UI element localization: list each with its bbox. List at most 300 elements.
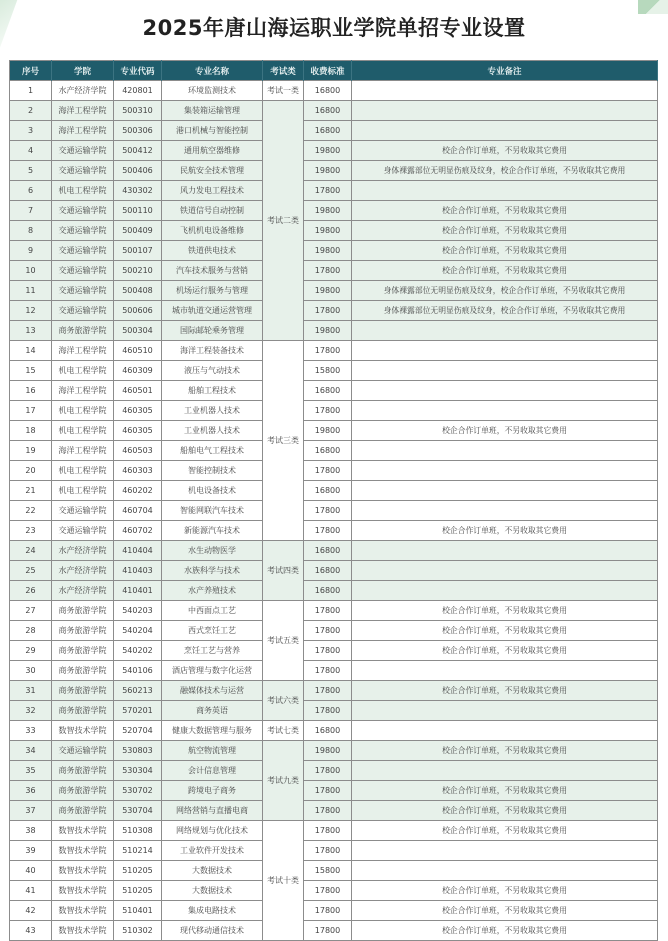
cell-remark: 校企合作订单班，不另收取其它费用 (352, 241, 658, 261)
cell-major-name: 网络营销与直播电商 (162, 801, 263, 821)
cell-code: 510302 (114, 921, 162, 941)
cell-college: 数智技术学院 (52, 841, 114, 861)
cell-code: 560213 (114, 681, 162, 701)
cell-major-name: 汽车技术服务与营销 (162, 261, 263, 281)
cell-major-name: 水产养殖技术 (162, 581, 263, 601)
cell-college: 水产经济学院 (52, 581, 114, 601)
cell-no: 11 (10, 281, 52, 301)
table-row (10, 921, 658, 941)
cell-major-name: 融媒体技术与运营 (162, 681, 263, 701)
table-row (10, 161, 658, 181)
cell-no: 8 (10, 221, 52, 241)
cell-major-name: 工业软件开发技术 (162, 841, 263, 861)
cell-major-name: 液压与气动技术 (162, 361, 263, 381)
cell-major-name: 工业机器人技术 (162, 421, 263, 441)
cell-no: 1 (10, 81, 52, 101)
cell-college: 交通运输学院 (52, 501, 114, 521)
cell-college: 机电工程学院 (52, 421, 114, 441)
cell-college: 交通运输学院 (52, 281, 114, 301)
cell-fee: 16800 (304, 101, 352, 121)
cell-major-name: 机电设备技术 (162, 481, 263, 501)
table-row (10, 121, 658, 141)
table-row (10, 741, 658, 761)
cell-no: 29 (10, 641, 52, 661)
cell-no: 30 (10, 661, 52, 681)
cell-code: 500306 (114, 121, 162, 141)
cell-no: 39 (10, 841, 52, 861)
cell-code: 460501 (114, 381, 162, 401)
table-row (10, 641, 658, 661)
cell-college: 商务旅游学院 (52, 681, 114, 701)
table-row (10, 621, 658, 641)
cell-no: 4 (10, 141, 52, 161)
cell-no: 24 (10, 541, 52, 561)
cell-code: 540204 (114, 621, 162, 641)
cell-remark (352, 341, 658, 361)
cell-fee: 16800 (304, 481, 352, 501)
cell-major-name: 水族科学与技术 (162, 561, 263, 581)
cell-college: 海洋工程学院 (52, 121, 114, 141)
cell-major-name: 会计信息管理 (162, 761, 263, 781)
cell-code: 500110 (114, 201, 162, 221)
cell-remark: 校企合作订单班，不另收取其它费用 (352, 641, 658, 661)
cell-fee: 16800 (304, 381, 352, 401)
cell-remark: 校企合作订单班，不另收取其它费用 (352, 821, 658, 841)
cell-no: 20 (10, 461, 52, 481)
cell-fee: 17800 (304, 761, 352, 781)
table-row (10, 221, 658, 241)
cell-major-name: 烹饪工艺与营养 (162, 641, 263, 661)
cell-no: 38 (10, 821, 52, 841)
cell-major-name: 智能控制技术 (162, 461, 263, 481)
cell-college: 交通运输学院 (52, 521, 114, 541)
cell-no: 25 (10, 561, 52, 581)
cell-exam-category: 考试五类 (263, 601, 304, 681)
cell-code: 530803 (114, 741, 162, 761)
cell-no: 40 (10, 861, 52, 881)
table-row (10, 801, 658, 821)
cell-major-name: 新能源汽车技术 (162, 521, 263, 541)
cell-code: 510205 (114, 881, 162, 901)
cell-major-name: 飞机机电设备维修 (162, 221, 263, 241)
cell-fee: 19800 (304, 321, 352, 341)
cell-code: 460510 (114, 341, 162, 361)
cell-college: 机电工程学院 (52, 461, 114, 481)
table-row (10, 301, 658, 321)
cell-major-name: 现代移动通信技术 (162, 921, 263, 941)
table-header-row (10, 61, 658, 81)
table-row (10, 501, 658, 521)
cell-fee: 17800 (304, 841, 352, 861)
table-row (10, 721, 658, 741)
cell-college: 海洋工程学院 (52, 441, 114, 461)
cell-fee: 17800 (304, 821, 352, 841)
cell-major-name: 环境监测技术 (162, 81, 263, 101)
cell-code: 540203 (114, 601, 162, 621)
cell-major-name: 水生动物医学 (162, 541, 263, 561)
cell-code: 530704 (114, 801, 162, 821)
table-row (10, 101, 658, 121)
cell-no: 31 (10, 681, 52, 701)
cell-exam-category: 考试一类 (263, 81, 304, 101)
cell-remark (352, 321, 658, 341)
table-row (10, 341, 658, 361)
cell-no: 23 (10, 521, 52, 541)
cell-college: 数智技术学院 (52, 881, 114, 901)
cell-college: 交通运输学院 (52, 301, 114, 321)
table-row (10, 541, 658, 561)
cell-no: 22 (10, 501, 52, 521)
cell-fee: 19800 (304, 161, 352, 181)
table-row (10, 521, 658, 541)
cell-remark: 校企合作订单班，不另收取其它费用 (352, 521, 658, 541)
cell-major-name: 大数据技术 (162, 881, 263, 901)
cell-code: 500304 (114, 321, 162, 341)
cell-fee: 19800 (304, 741, 352, 761)
cell-major-name: 集装箱运输管理 (162, 101, 263, 121)
cell-major-name: 海洋工程装备技术 (162, 341, 263, 361)
table-row (10, 141, 658, 161)
header-fee: 收费标准 (304, 61, 352, 81)
cell-exam-category: 考试六类 (263, 681, 304, 721)
cell-code: 510401 (114, 901, 162, 921)
cell-no: 41 (10, 881, 52, 901)
cell-major-name: 国际邮轮乘务管理 (162, 321, 263, 341)
cell-remark: 校企合作订单班，不另收取其它费用 (352, 741, 658, 761)
cell-no: 34 (10, 741, 52, 761)
cell-fee: 17800 (304, 921, 352, 941)
cell-fee: 17800 (304, 781, 352, 801)
cell-fee: 17800 (304, 661, 352, 681)
cell-major-name: 城市轨道交通运营管理 (162, 301, 263, 321)
cell-major-name: 工业机器人技术 (162, 401, 263, 421)
cell-remark (352, 541, 658, 561)
table-row (10, 241, 658, 261)
cell-remark (352, 761, 658, 781)
cell-major-name: 船舶工程技术 (162, 381, 263, 401)
cell-major-name: 航空物流管理 (162, 741, 263, 761)
cell-fee: 19800 (304, 201, 352, 221)
cell-exam-category: 考试四类 (263, 541, 304, 601)
cell-fee: 17800 (304, 401, 352, 421)
cell-fee: 19800 (304, 221, 352, 241)
cell-code: 510308 (114, 821, 162, 841)
cell-exam-category: 考试三类 (263, 341, 304, 541)
cell-no: 16 (10, 381, 52, 401)
cell-code: 500408 (114, 281, 162, 301)
cell-major-name: 大数据技术 (162, 861, 263, 881)
cell-fee: 17800 (304, 181, 352, 201)
table-row (10, 381, 658, 401)
cell-remark (352, 81, 658, 101)
cell-remark: 校企合作订单班，不另收取其它费用 (352, 261, 658, 281)
cell-remark (352, 361, 658, 381)
cell-college: 商务旅游学院 (52, 761, 114, 781)
cell-major-name: 通用航空器维修 (162, 141, 263, 161)
cell-remark (352, 441, 658, 461)
cell-fee: 19800 (304, 421, 352, 441)
cell-college: 数智技术学院 (52, 721, 114, 741)
cell-major-name: 民航安全技术管理 (162, 161, 263, 181)
cell-code: 420801 (114, 81, 162, 101)
cell-college: 交通运输学院 (52, 141, 114, 161)
cell-code: 570201 (114, 701, 162, 721)
cell-no: 37 (10, 801, 52, 821)
table-row (10, 261, 658, 281)
cell-college: 交通运输学院 (52, 161, 114, 181)
table-row (10, 701, 658, 721)
header-remark: 专业备注 (352, 61, 658, 81)
cell-major-name: 跨境电子商务 (162, 781, 263, 801)
cell-fee: 17800 (304, 881, 352, 901)
table-row (10, 361, 658, 381)
cell-no: 7 (10, 201, 52, 221)
cell-fee: 17800 (304, 461, 352, 481)
cell-code: 410403 (114, 561, 162, 581)
cell-fee: 17800 (304, 521, 352, 541)
cell-remark (352, 381, 658, 401)
cell-fee: 17800 (304, 601, 352, 621)
cell-remark: 校企合作订单班，不另收取其它费用 (352, 921, 658, 941)
cell-no: 26 (10, 581, 52, 601)
cell-college: 数智技术学院 (52, 821, 114, 841)
cell-code: 520704 (114, 721, 162, 741)
cell-college: 商务旅游学院 (52, 621, 114, 641)
cell-major-name: 智能网联汽车技术 (162, 501, 263, 521)
cell-code: 510205 (114, 861, 162, 881)
cell-remark (352, 501, 658, 521)
cell-fee: 16800 (304, 81, 352, 101)
cell-remark: 校企合作订单班，不另收取其它费用 (352, 681, 658, 701)
cell-remark (352, 401, 658, 421)
cell-code: 460704 (114, 501, 162, 521)
table-row (10, 81, 658, 101)
cell-remark (352, 721, 658, 741)
cell-no: 17 (10, 401, 52, 421)
table-row (10, 281, 658, 301)
cell-fee: 15800 (304, 361, 352, 381)
majors-table (9, 60, 658, 941)
table-row (10, 201, 658, 221)
cell-college: 交通运输学院 (52, 221, 114, 241)
cell-college: 商务旅游学院 (52, 641, 114, 661)
cell-major-name: 健康大数据管理与服务 (162, 721, 263, 741)
cell-remark: 校企合作订单班，不另收取其它费用 (352, 621, 658, 641)
cell-code: 460503 (114, 441, 162, 461)
cell-no: 2 (10, 101, 52, 121)
table-row (10, 461, 658, 481)
cell-exam-category: 考试二类 (263, 101, 304, 341)
table-row (10, 441, 658, 461)
table-row (10, 661, 658, 681)
cell-no: 43 (10, 921, 52, 941)
cell-college: 海洋工程学院 (52, 101, 114, 121)
table-row (10, 581, 658, 601)
cell-remark: 校企合作订单班，不另收取其它费用 (352, 601, 658, 621)
header-exam-category: 考试类 (263, 61, 304, 81)
header-major-name: 专业名称 (162, 61, 263, 81)
cell-fee: 19800 (304, 141, 352, 161)
cell-college: 商务旅游学院 (52, 781, 114, 801)
table-row (10, 841, 658, 861)
cell-college: 商务旅游学院 (52, 661, 114, 681)
cell-code: 430302 (114, 181, 162, 201)
cell-no: 32 (10, 701, 52, 721)
cell-major-name: 西式烹饪工艺 (162, 621, 263, 641)
cell-remark: 校企合作订单班，不另收取其它费用 (352, 801, 658, 821)
header-no: 序号 (10, 61, 52, 81)
table-body (10, 81, 658, 941)
cell-no: 14 (10, 341, 52, 361)
cell-remark: 校企合作订单班，不另收取其它费用 (352, 421, 658, 441)
cell-college: 商务旅游学院 (52, 321, 114, 341)
cell-code: 530304 (114, 761, 162, 781)
cell-college: 机电工程学院 (52, 401, 114, 421)
cell-college: 机电工程学院 (52, 181, 114, 201)
header-code: 专业代码 (114, 61, 162, 81)
table-row (10, 181, 658, 201)
cell-code: 510214 (114, 841, 162, 861)
page-title: 2025年唐山海运职业学院单招专业设置 (142, 16, 526, 40)
table-row (10, 681, 658, 701)
cell-major-name: 机场运行服务与管理 (162, 281, 263, 301)
cell-remark: 身体裸露部位无明显伤痕及纹身，校企合作订单班，不另收取其它费用 (352, 301, 658, 321)
cell-fee: 17800 (304, 681, 352, 701)
cell-major-name: 船舶电气工程技术 (162, 441, 263, 461)
cell-code: 500310 (114, 101, 162, 121)
cell-no: 19 (10, 441, 52, 461)
cell-no: 12 (10, 301, 52, 321)
cell-remark: 校企合作订单班，不另收取其它费用 (352, 201, 658, 221)
cell-remark: 身体裸露部位无明显伤痕及纹身，校企合作订单班，不另收取其它费用 (352, 281, 658, 301)
cell-code: 460702 (114, 521, 162, 541)
cell-college: 交通运输学院 (52, 201, 114, 221)
cell-fee: 15800 (304, 861, 352, 881)
cell-college: 交通运输学院 (52, 741, 114, 761)
cell-no: 15 (10, 361, 52, 381)
cell-college: 机电工程学院 (52, 361, 114, 381)
cell-exam-category: 考试七类 (263, 721, 304, 741)
cell-fee: 19800 (304, 241, 352, 261)
table-row (10, 421, 658, 441)
cell-fee: 17800 (304, 901, 352, 921)
cell-no: 10 (10, 261, 52, 281)
cell-fee: 17800 (304, 701, 352, 721)
cell-major-name: 集成电路技术 (162, 901, 263, 921)
cell-code: 460309 (114, 361, 162, 381)
cell-no: 42 (10, 901, 52, 921)
table-row (10, 601, 658, 621)
cell-no: 27 (10, 601, 52, 621)
cell-college: 水产经济学院 (52, 81, 114, 101)
cell-code: 460305 (114, 421, 162, 441)
cell-college: 交通运输学院 (52, 241, 114, 261)
cell-no: 3 (10, 121, 52, 141)
table-row (10, 881, 658, 901)
cell-college: 交通运输学院 (52, 261, 114, 281)
cell-remark (352, 181, 658, 201)
cell-major-name: 商务英语 (162, 701, 263, 721)
cell-no: 33 (10, 721, 52, 741)
cell-code: 410404 (114, 541, 162, 561)
cell-no: 28 (10, 621, 52, 641)
cell-fee: 16800 (304, 121, 352, 141)
cell-code: 500210 (114, 261, 162, 281)
cell-college: 水产经济学院 (52, 541, 114, 561)
cell-fee: 17800 (304, 641, 352, 661)
cell-fee: 17800 (304, 801, 352, 821)
cell-code: 500406 (114, 161, 162, 181)
cell-major-name: 风力发电工程技术 (162, 181, 263, 201)
cell-fee: 16800 (304, 581, 352, 601)
cell-no: 21 (10, 481, 52, 501)
cell-no: 13 (10, 321, 52, 341)
cell-college: 商务旅游学院 (52, 701, 114, 721)
cell-code: 500412 (114, 141, 162, 161)
cell-code: 500409 (114, 221, 162, 241)
cell-code: 460303 (114, 461, 162, 481)
cell-major-name: 中西面点工艺 (162, 601, 263, 621)
cell-fee: 16800 (304, 441, 352, 461)
table-row (10, 761, 658, 781)
cell-code: 540106 (114, 661, 162, 681)
cell-remark: 校企合作订单班，不另收取其它费用 (352, 221, 658, 241)
cell-remark: 校企合作订单班，不另收取其它费用 (352, 781, 658, 801)
cell-remark (352, 121, 658, 141)
cell-fee: 17800 (304, 341, 352, 361)
header-college: 学院 (52, 61, 114, 81)
cell-college: 数智技术学院 (52, 921, 114, 941)
cell-fee: 17800 (304, 301, 352, 321)
cell-fee: 19800 (304, 281, 352, 301)
cell-no: 18 (10, 421, 52, 441)
cell-code: 500606 (114, 301, 162, 321)
cell-no: 5 (10, 161, 52, 181)
cell-college: 水产经济学院 (52, 561, 114, 581)
cell-college: 商务旅游学院 (52, 801, 114, 821)
cell-fee: 17800 (304, 621, 352, 641)
cell-remark (352, 481, 658, 501)
cell-code: 460202 (114, 481, 162, 501)
table-row (10, 861, 658, 881)
cell-remark (352, 701, 658, 721)
cell-college: 商务旅游学院 (52, 601, 114, 621)
cell-remark (352, 661, 658, 681)
cell-fee: 17800 (304, 501, 352, 521)
cell-college: 海洋工程学院 (52, 381, 114, 401)
cell-college: 海洋工程学院 (52, 341, 114, 361)
cell-exam-category: 考试十类 (263, 821, 304, 941)
cell-fee: 16800 (304, 721, 352, 741)
cell-fee: 16800 (304, 561, 352, 581)
cell-code: 530702 (114, 781, 162, 801)
table-row (10, 901, 658, 921)
cell-no: 35 (10, 761, 52, 781)
cell-code: 540202 (114, 641, 162, 661)
cell-major-name: 铁道供电技术 (162, 241, 263, 261)
cell-fee: 16800 (304, 541, 352, 561)
table-row (10, 561, 658, 581)
table-row (10, 481, 658, 501)
cell-remark (352, 581, 658, 601)
table-row (10, 321, 658, 341)
cell-remark: 身体裸露部位无明显伤痕及纹身，校企合作订单班，不另收取其它费用 (352, 161, 658, 181)
cell-major-name: 港口机械与智能控制 (162, 121, 263, 141)
cell-remark: 校企合作订单班，不另收取其它费用 (352, 901, 658, 921)
cell-remark: 校企合作订单班，不另收取其它费用 (352, 141, 658, 161)
cell-major-name: 网络规划与优化技术 (162, 821, 263, 841)
cell-remark (352, 461, 658, 481)
